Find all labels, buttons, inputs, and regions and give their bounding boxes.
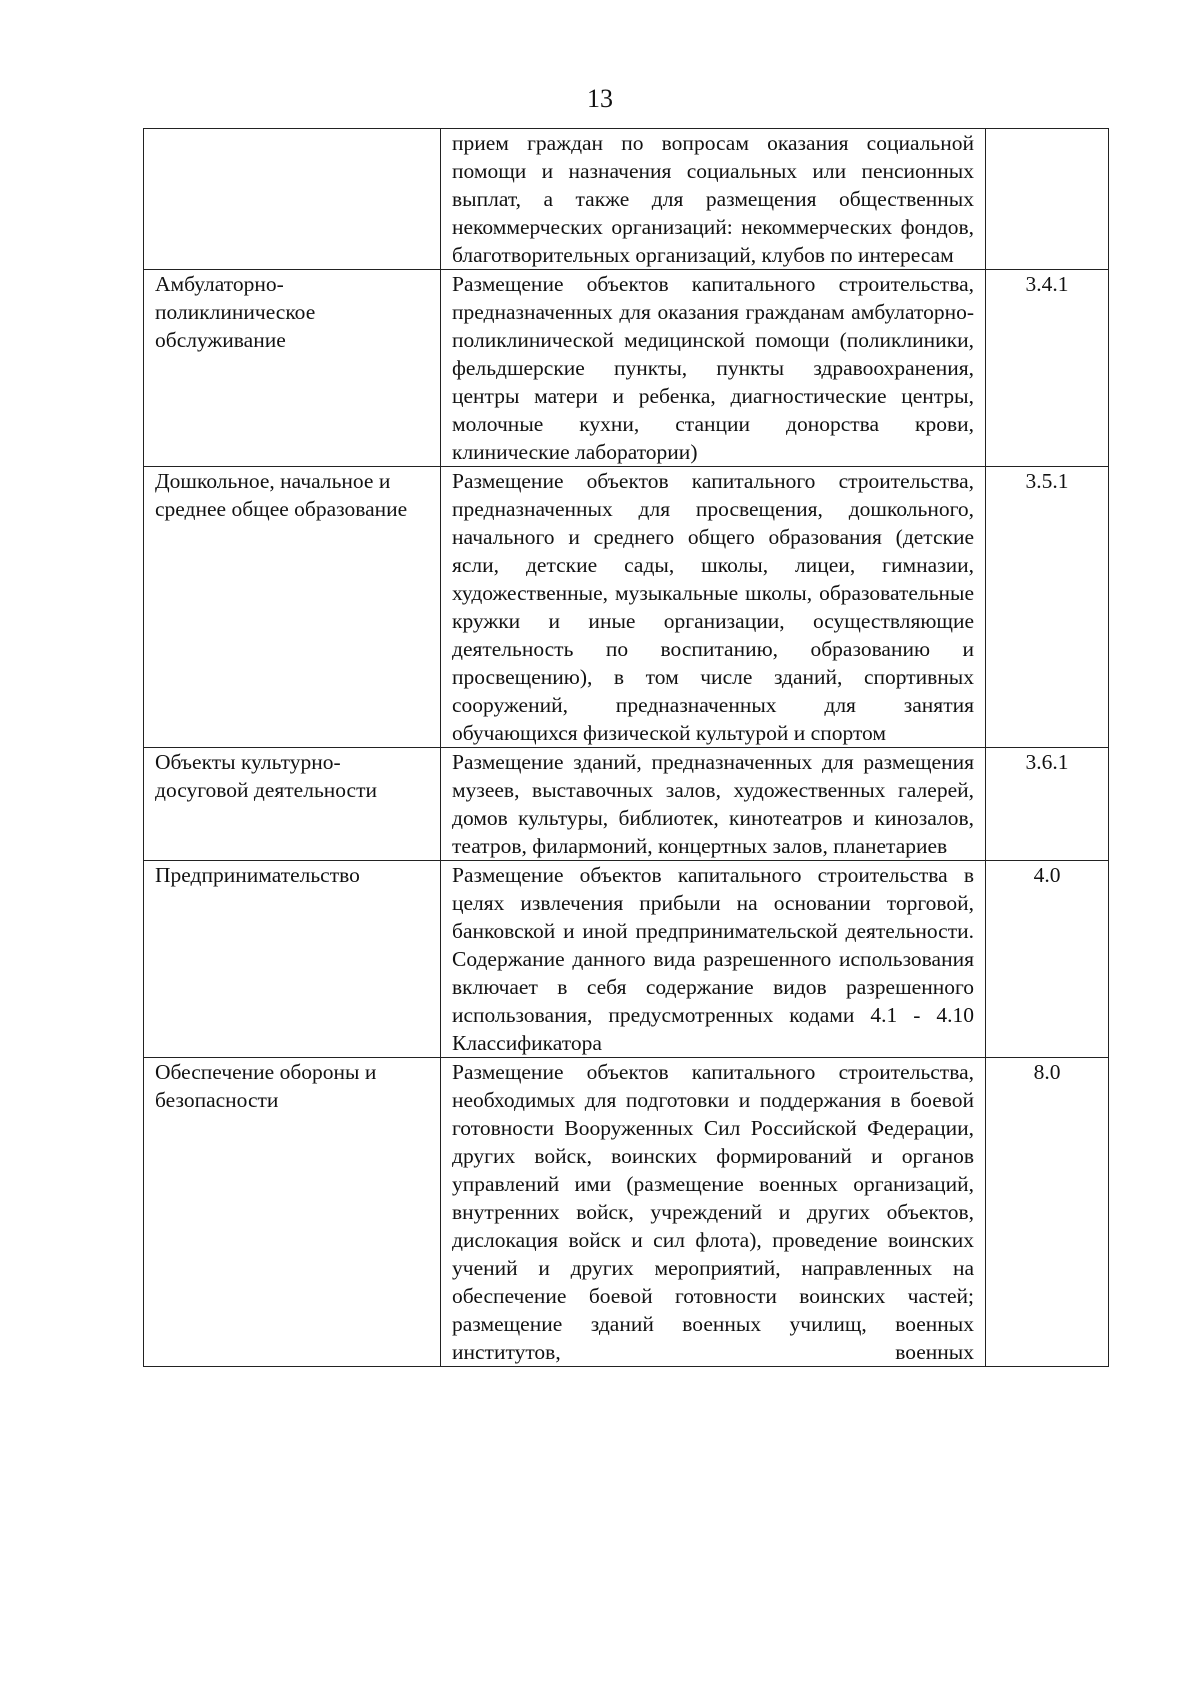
use-type-name: Объекты культурно-досуговой деятельности: [144, 748, 441, 861]
use-type-name: Амбулаторно-поликлиническое обслуживание: [144, 270, 441, 467]
use-type-name: Обеспечение обороны и безопасности: [144, 1058, 441, 1367]
table-row: [144, 861, 1109, 1058]
use-type-code: 3.4.1: [986, 270, 1109, 467]
table-row: [144, 748, 1109, 861]
use-type-description: прием граждан по вопросам оказания социальной помощи и назначения социальных или пенсионных выплат, а также для размещения общественных некоммерческих организаций: некоммерческих фондов, благотворительных организаций, клубов по интересам: [441, 129, 986, 270]
use-type-code: 3.6.1: [986, 748, 1109, 861]
land-use-table: [143, 128, 1109, 1367]
use-type-code: 3.5.1: [986, 467, 1109, 748]
use-type-name: [144, 129, 441, 270]
table-row: [144, 1058, 1109, 1367]
use-type-code: 4.0: [986, 861, 1109, 1058]
use-type-code: [986, 129, 1109, 270]
use-type-name: Дошкольное, начальное и среднее общее образование: [144, 467, 441, 748]
use-type-description: Размещение объектов капитального строительства, предназначенных для просвещения, дошкольного, начального и среднего общего образования (детские ясли, детские сады, школы, лицеи, гимназии, художественные, музыкальные школы, образовательные кружки и иные организации, осуществляющие деятельность по воспитанию, образованию и просвещению), в том числе зданий, спортивных сооружений, предназначенных для занятия обучающихся физической культурой и спортом: [441, 467, 986, 748]
use-type-description: Размещение объектов капитального строительства, предназначенных для оказания гражданам амбулаторно-поликлинической медицинской помощи (поликлиники, фельдшерские пункты, пункты здравоохранения, центры матери и ребенка, диагностические центры, молочные кухни, станции донорства крови, клинические лаборатории): [441, 270, 986, 467]
use-type-description: Размещение зданий, предназначенных для размещения музеев, выставочных залов, художественных галерей, домов культуры, библиотек, кинотеатров и кинозалов, театров, филармоний, концертных залов, планетариев: [441, 748, 986, 861]
use-type-name: Предпринимательство: [144, 861, 441, 1058]
use-type-description: Размещение объектов капитального строительства, необходимых для подготовки и поддержания в боевой готовности Вооруженных Сил Российской Федерации, других войск, воинских формирований и органов управлений ими (размещение военных организаций, внутренних войск, учреждений и других объектов, дислокация войск и сил флота), проведение воинских учений и других мероприятий, направленных на обеспечение боевой готовности воинских частей; размещение зданий военных училищ, военных институтов, военных: [441, 1058, 986, 1367]
page-number: 13: [587, 84, 613, 113]
table-row: [144, 270, 1109, 467]
use-type-code: 8.0: [986, 1058, 1109, 1367]
use-type-description: Размещение объектов капитального строительства в целях извлечения прибыли на основании торговой, банковской и иной предпринимательской деятельности. Содержание данного вида разрешенного использования включает в себя содержание видов разрешенного использования, предусмотренных кодами 4.1 - 4.10 Классификатора: [441, 861, 986, 1058]
table-row: [144, 467, 1109, 748]
table-row: [144, 129, 1109, 270]
